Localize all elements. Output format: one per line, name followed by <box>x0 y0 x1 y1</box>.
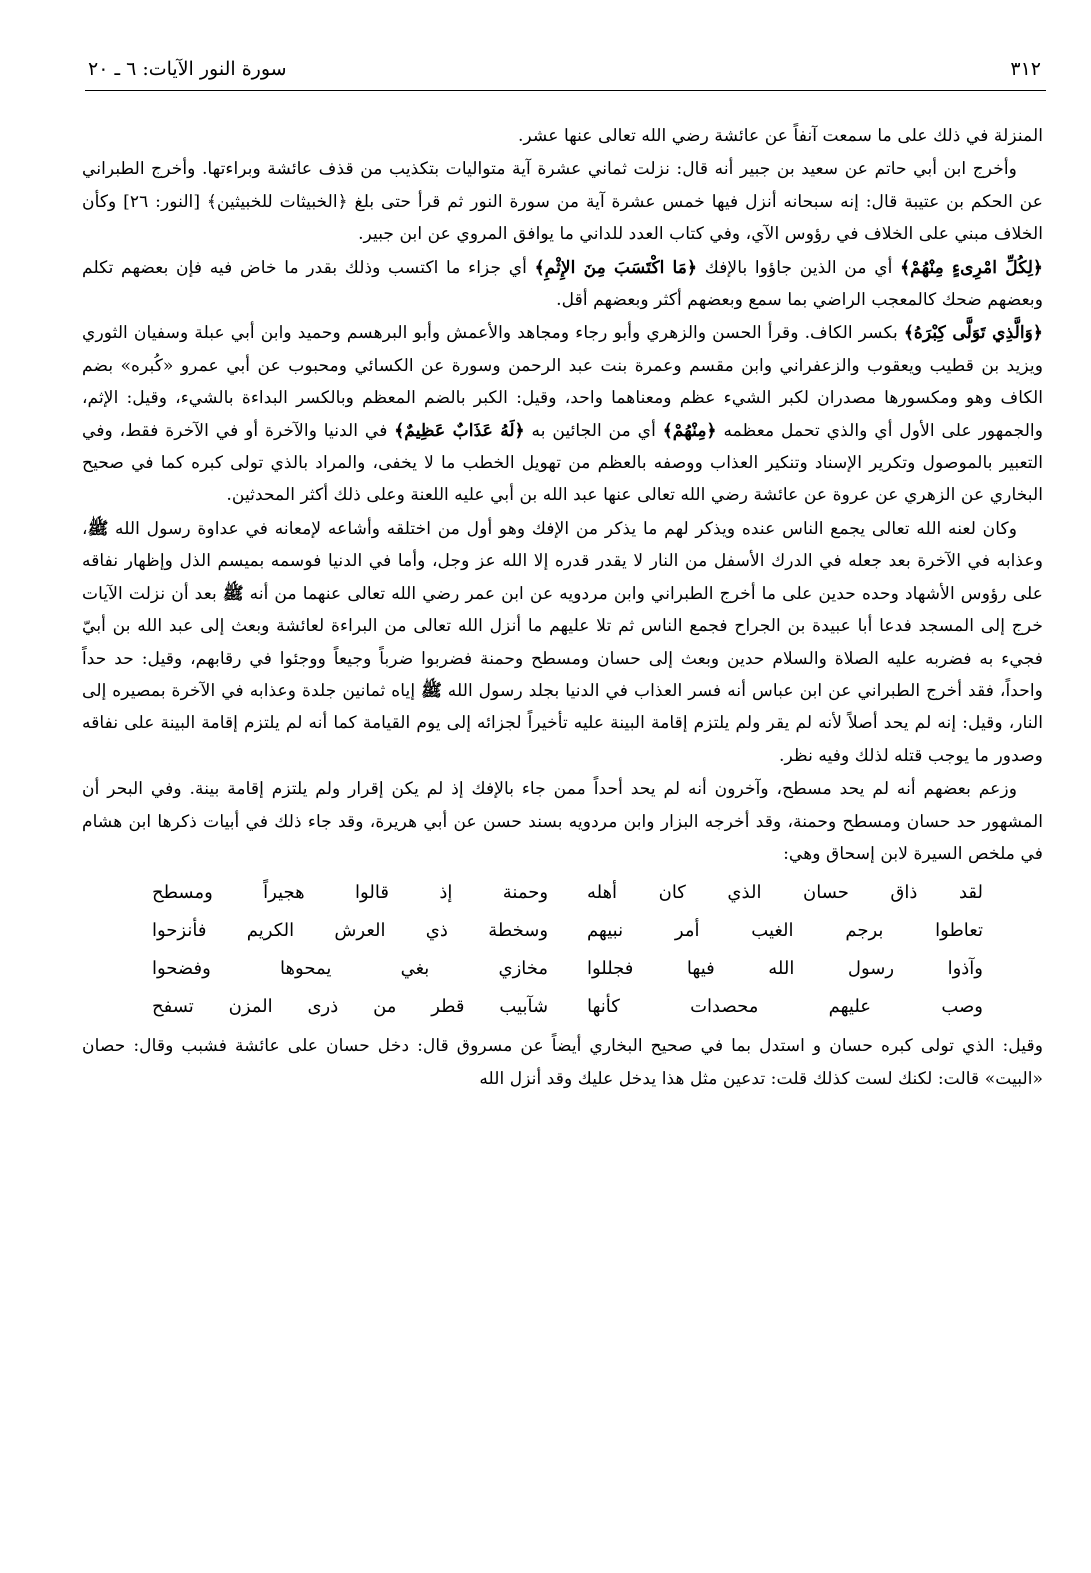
paragraph-text: إياه ثمانين جلدة وعذابه في الآخرة بمصيره إلى النار، وقيل: إنه لم يحد أصلاً لأنه لم يقر ولم يلتزم إقامة البينة عليه تأخيراً لجزائه إلى يوم القيامة كما أنه لم يلتزم إقامة البينة على نفاقه وصدور ما يوجب قتله لذلك وفيه نظر. <box>82 680 1043 766</box>
salutation-glyph: ﷺ <box>421 680 442 701</box>
poem-verse <box>152 950 1013 988</box>
paragraph-text: وكان لعنه الله تعالى يجمع الناس عنده ويذكر لهم ما يذكر من الإفك وهو أول من اختلقه وأشاعه لإمعانه في عداوة رسول الله <box>108 518 1017 539</box>
poem-verse <box>152 874 1013 912</box>
paragraph-text: أي من الذين جاؤوا بالإفك <box>697 257 901 278</box>
paragraph-text: أي جزاء ما اكتسب وذلك بقدر ما خاض فيه فإن بعضهم تكلم وبعضهم ضحك كالمعجب الراضي بما سمع وبعضهم أكثر وبعضهم أقل. <box>82 257 1043 311</box>
closing-paragraph: وقيل: الذي تولى كبره حسان و استدل بما في صحيح البخاري أيضاً عن مسروق قال: دخل حسان على عائشة فشبب وقال: حصان «البيت» قالت: لكنك لست كذلك قلت: تدعين مثل هذا يدخل عليك وقد أنزل الله <box>82 1036 1043 1089</box>
quran-quote: ﴿مِنْهُمْ﴾ <box>662 420 717 441</box>
page-number: ٣١٢ <box>1010 58 1041 80</box>
salutation-glyph: ﷺ <box>222 583 244 604</box>
paragraph-text: بكسر الكاف. وقرأ الحسن والزهري وأبو رجاء ومجاهد والأعمش وأبو البرهسم وحميد وابن أبي عبلة وسفيان الثوري ويزيد بن قطيب ويعقوب والزعفراني وابن مقسم وعمرة بنت عبد الرحمن وسورة عن الكسائي ومحبوب عن أبي عمرو «كُبره» بضم الكاف وهو ومكسورها مصدران لكبر الشيء عظم ومعناهما واحد، وقيل: الكبر بالضم المعظم وبالكسر البداءة بالشيء، وقيل: الإثم، والجمهور على الأول أي والذي تحمل معظمه <box>82 323 1044 441</box>
paragraph-text: في الدنيا والآخرة أو في الآخرة فقط، وفي التعبير بالموصول وتكرير الإسناد وتنكير العذاب ووصفه بالعظم من تهويل الخطب ما لا يخفى، والمراد بالذي تولى كبره كما في صحيح البخاري عن الزهري عن عروة عن عائشة رضي الله تعالى عنها عبد الله بن أبي عليه اللعنة وعلى ذلك أكثر المحدثين. <box>82 420 1043 506</box>
paragraph-5 <box>82 513 1043 772</box>
poem-second-hemistich: مخازي بغي يمحوها وفضحوا <box>152 958 549 980</box>
paragraph-text: بعد أن نزلت الآيات خرج إلى المسجد فدعا أبا عبيدة بن الجراح فجمع الناس ثم تلا عليهم ما أنزل الله تعالى من البراءة لعائشة وبعث إلى عبد الله بن أبيّ فجيء به فضربه عليه الصلاة والسلام حدين وبعث إلى حسان ومسطح وحمنة فضربوا ضرباً وجيعاً ووجئوا في رقابهم، وقيل: حد حداً واحداً، فقد أخرج الطبراني عن ابن عباس أنه فسر العذاب في الدنيا بجلد رسول الله <box>82 583 1043 701</box>
paragraph-4 <box>82 317 1043 511</box>
paragraph-text: أي من الجائين به <box>524 420 663 441</box>
header-title: سورة النور الآيات: ٦ ـ ٢٠ <box>88 58 287 80</box>
poem-first-hemistich: وصب عليهم محصدات كأنها <box>586 996 983 1018</box>
poem-first-hemistich: تعاطوا برجم الغيب أمر نبيهم <box>586 920 983 942</box>
paragraph-6: وزعم بعضهم أنه لم يحد مسطح، وآخرون أنه لم يحد أحداً ممن جاء بالإفك إذ لم يكن إقرار ولم يلتزم إقامة بينة. وفي البحر أن المشهور حد حسان ومسطح وحمنة، وقد أخرجه البزار وابن مردويه بسند حسن عن أبي هريرة، وقد جاء ذلك في أبيات ذكرها ابن هشام في ملخص السيرة لابن إسحاق وهي: <box>82 779 1043 864</box>
poem-verse <box>152 988 1013 1026</box>
poem-second-hemistich: شآبيب قطر من ذرى المزن تسفح <box>152 996 549 1018</box>
poem-second-hemistich: وسخطة ذي العرش الكريم فأنزحوا <box>152 920 549 942</box>
paragraph-3 <box>82 252 1043 317</box>
paragraph-1: المنزلة في ذلك على ما سمعت آنفاً عن عائشة رضي الله تعالى عنها عشر. <box>517 126 1043 146</box>
poem <box>152 874 1013 1026</box>
poem-first-hemistich: لقد ذاق حسان الذي كان أهله <box>586 882 983 904</box>
quran-quote: ﴿لَهُ عَذَابٌ عَظِيمٌ﴾ <box>394 420 525 441</box>
quran-quote: ﴿وَالَّذِي تَوَلَّى كِبْرَهُ﴾ <box>903 323 1043 344</box>
poem-verse <box>152 912 1013 950</box>
body-text <box>82 120 1043 1096</box>
header-rule <box>85 90 1046 91</box>
quran-quote: ﴿مَا اكْتَسَبَ مِنَ الإِثْمِ﴾ <box>534 257 698 278</box>
poem-second-hemistich: وحمنة إذ قالوا هجيراً ومسطح <box>152 882 549 904</box>
paragraph-text: ، وعذابه في الآخرة بعد جعله في الدرك الأسفل من النار لا يقدر قدره إلا الله عز وجل، وأما في الدنيا فوسمه بميسم الذل وإظهار نفاقه على رؤوس الأشهاد وحده حدين على ما أخرج الطبراني وابن مردويه عن ابن عمر رضي الله تعالى عنهما من أنه <box>82 518 1043 604</box>
quran-quote: ﴿لِكُلِّ امْرِىءٍ مِنْهُمْ﴾ <box>900 257 1044 278</box>
running-header <box>88 58 1041 88</box>
paragraph-2: وأخرج ابن أبي حاتم عن سعيد بن جبير أنه قال: نزلت ثماني عشرة آية متواليات بتكذيب من قذف عائشة وبراءتها. وأخرج الطبراني عن الحكم بن عتيبة قال: إنه سبحانه أنزل فيها خمس عشرة آية من سورة النور ثم قرأ حتى بلغ ﴿الخبيثات للخبيثين﴾ [النور: ٢٦] وكأن الخلاف مبني على الخلاف في رؤوس الآي، وفي كتاب العدد للداني ما يوافق المروي عن ابن جبير. <box>82 159 1044 245</box>
salutation-glyph: ﷺ <box>87 518 109 539</box>
poem-first-hemistich: وآذوا رسول الله فيها فجللوا <box>586 958 983 980</box>
